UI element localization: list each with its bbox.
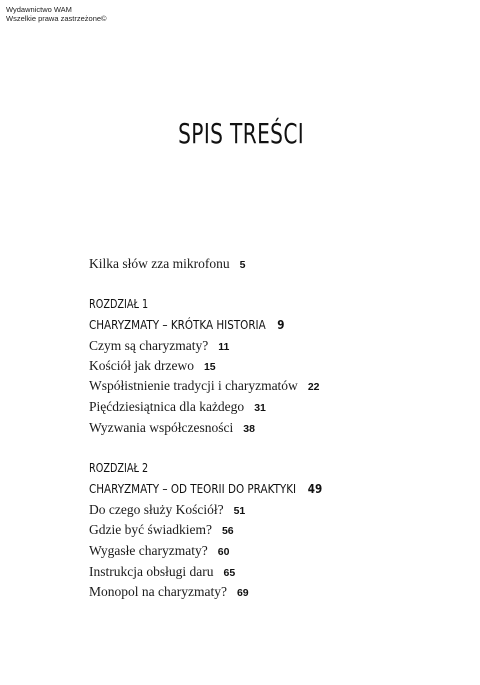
chapter-title: CHARYZMATY – KRÓTKA HISTORIA [89, 317, 266, 332]
toc-entry-title: Współistnienie tradycji i charyzmatów [89, 378, 298, 393]
toc-entry-title: Monopol na charyzmaty? [89, 584, 227, 599]
publisher-note [6, 5, 107, 23]
toc-entry-title: Kościół jak drzewo [89, 358, 194, 373]
toc-entry [89, 502, 245, 518]
toc-entry-title: Kilka słów zza mikrofonu [89, 256, 230, 271]
toc-entry [89, 564, 235, 580]
page-title: SPIS TREŚCI [178, 117, 305, 150]
toc-entry [89, 338, 229, 354]
toc-entry-page: 65 [223, 567, 236, 579]
toc-entry-page: 51 [233, 505, 246, 517]
toc-entry-page: 5 [239, 259, 246, 271]
toc-entry [89, 399, 266, 415]
toc-entry [89, 378, 320, 394]
toc-entry [89, 420, 255, 436]
chapter-page: 49 [307, 481, 323, 496]
chapter-1-heading [89, 317, 285, 332]
toc-entry [89, 584, 249, 600]
toc-entry-title: Wygasłe charyzmaty? [89, 543, 208, 558]
toc-entry-title: Czym są charyzmaty? [89, 338, 209, 353]
chapter-label: ROZDZIAŁ 1 [89, 296, 149, 311]
chapter-1-label [89, 296, 158, 311]
toc-entry-intro [89, 256, 245, 272]
toc-entry-title: Wyzwania współczesności [89, 420, 234, 435]
chapter-label: ROZDZIAŁ 2 [89, 460, 149, 475]
toc-entry [89, 543, 229, 559]
toc-entry [89, 522, 234, 538]
toc-entry-page: 11 [218, 341, 230, 353]
toc-entry-page: 60 [217, 546, 230, 558]
toc-entry-page: 38 [243, 423, 255, 435]
publisher-name: Wydawnictwo WAM [6, 5, 72, 14]
toc-entry-page: 56 [221, 525, 234, 537]
toc-entry-page: 22 [307, 381, 320, 393]
toc-entry-title: Do czego służy Kościół? [89, 502, 224, 517]
toc-entry-page: 69 [236, 587, 249, 599]
toc-entry-title: Instrukcja obsługi daru [89, 564, 214, 579]
toc-entry-page: 31 [254, 402, 266, 414]
toc-entry [89, 358, 216, 374]
publisher-rights: Wszelkie prawa zastrzeżone© [6, 14, 107, 23]
chapter-2-label [89, 460, 158, 475]
chapter-page: 9 [277, 317, 285, 332]
toc-entry-page: 15 [203, 361, 216, 373]
chapter-title: CHARYZMATY – OD TEORII DO PRAKTYKI [89, 481, 297, 496]
chapter-2-heading [89, 481, 322, 496]
toc-entry-title: Pięćdziesiątnica dla każdego [89, 399, 245, 414]
toc-entry-title: Gdzie być świadkiem? [89, 522, 212, 537]
